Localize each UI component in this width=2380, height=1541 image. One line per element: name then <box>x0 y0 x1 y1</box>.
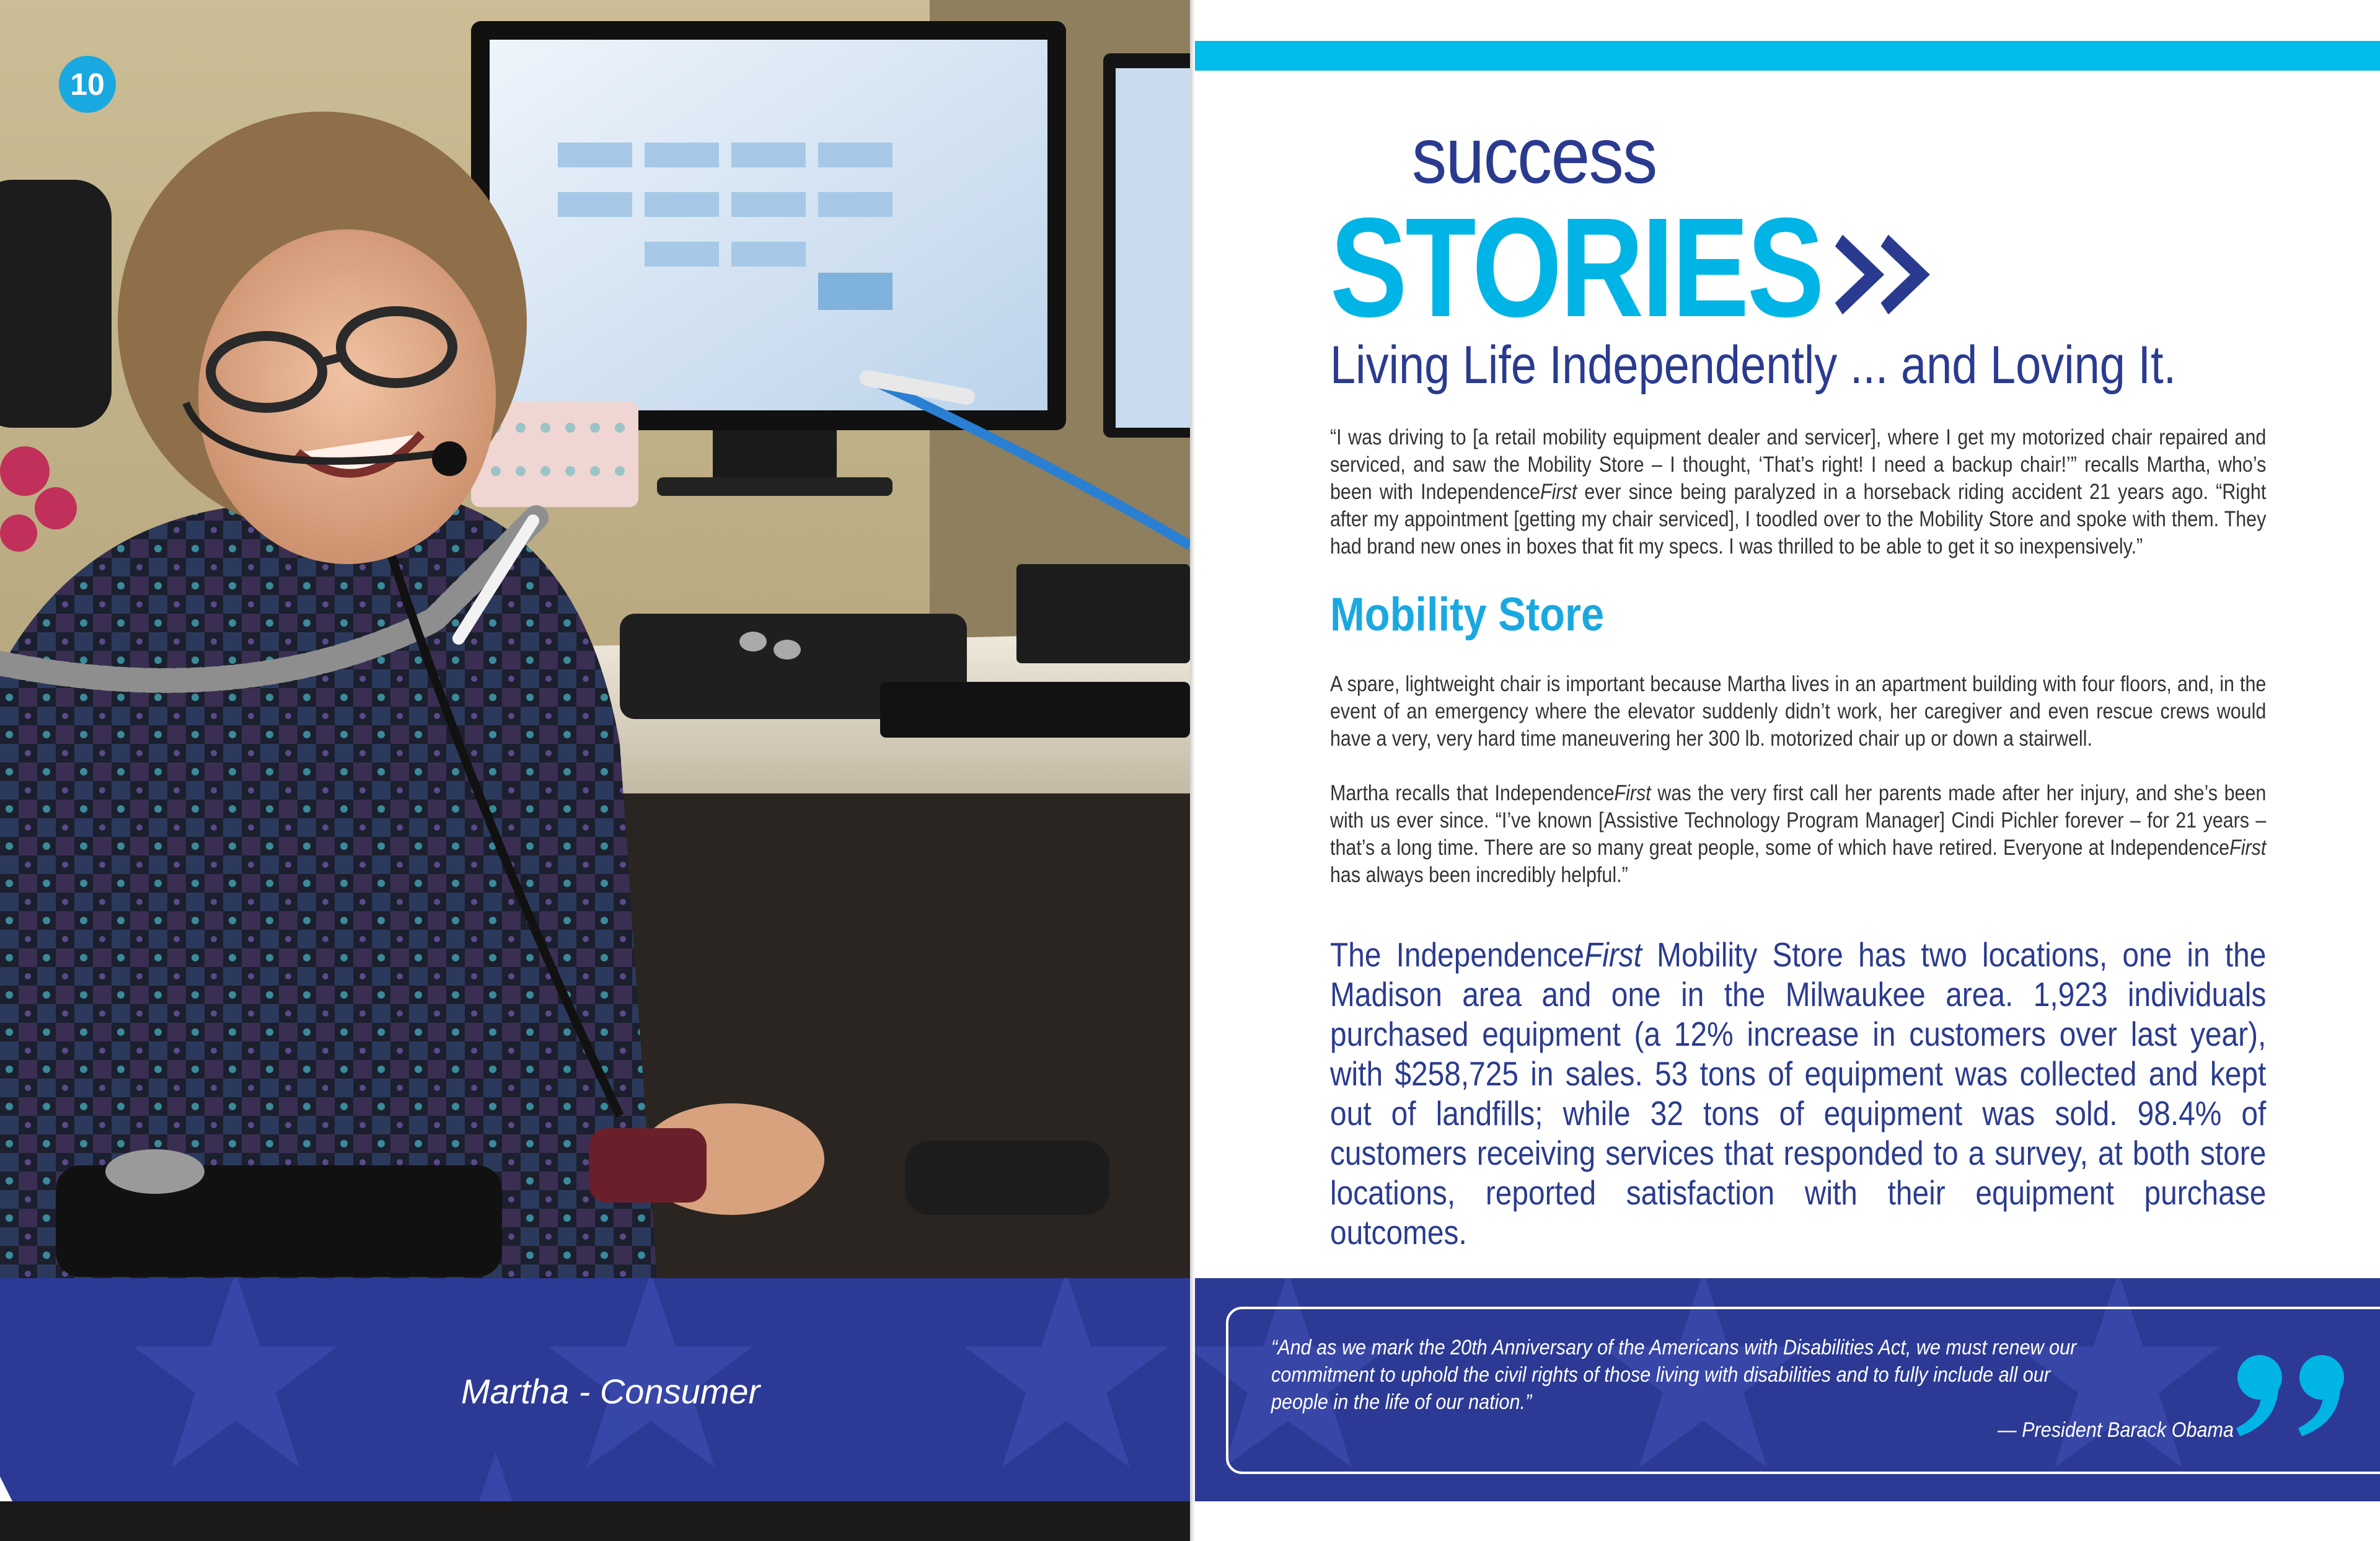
intro-paragraph <box>1330 424 2266 560</box>
para3-text-2: was the very first call her parents made after her injury, and she’s been with us ever since. “I’ve known [Assistive Technology Program Manager] Cindi Pichler forever – for 21 years – that’s a long time. There are so many great people, some of which have retired. Everyone at Independence <box>1330 781 2267 860</box>
quote-banner <box>1195 1278 2380 1501</box>
brand-italic: First <box>1584 935 1642 974</box>
brand-italic: First <box>2229 836 2267 860</box>
right-page <box>1195 0 2380 1541</box>
para3-text-3: has always been incredibly helpful.” <box>1330 863 1628 887</box>
page-spine <box>1190 0 1195 1541</box>
heading-subtitle: Living Life Independently ... and Loving It. <box>1330 335 2177 395</box>
heading-kicker: success <box>1412 112 1657 200</box>
stats-paragraph <box>1330 935 2266 1252</box>
photo-caption: Martha - Consumer <box>461 1372 760 1411</box>
bottom-strip-right <box>1195 1501 2380 1541</box>
page-number-badge: 10 <box>59 56 116 113</box>
top-accent-stripe <box>1195 41 2380 71</box>
heading-title: STORIES <box>1330 189 1823 347</box>
stats-text-2: Mobility Store has two locations, one in the Madison area and one in the Milwaukee area. 1,923 individuals purchased equipment (a 12% increase in customers over last year), with $258,725 in sales. 53 tons of equipment was collected and kept out of landfills; while 32 tons of equipment was sold. 98.4% of customers receiving services that responded to a survey, at both store locations, reported satisfaction with their equipment purchase outcomes. <box>1330 935 2267 1252</box>
brand-italic: First <box>1614 781 1651 805</box>
photo-martha <box>0 0 1190 1278</box>
section-heading: Mobility Store <box>1330 588 1605 641</box>
caption-banner <box>0 1278 1190 1501</box>
stats-text-1: The Independence <box>1330 935 1584 974</box>
quote-attribution: — President Barack Obama <box>1998 1418 2234 1442</box>
intro-text-1: “I was driving to [a retail mobility equipment dealer and servicer], where I get my motorized chair repaired and serviced, and saw the Mobility Store – I thought, ‘That’s right! I need a backup chair!’” recalls Martha, who’s been with Independence <box>1330 425 2267 504</box>
para3-text-1: Martha recalls that Independence <box>1330 781 1615 805</box>
intro-text-2: ever since being paralyzed in a horseback riding accident 21 years ago. “Right after my appointment [getting my chair serviced], I toodled over to the Mobility Store and spoke with them. They had brand new ones in boxes that fit my specs. I was thrilled to be able to get it so inexpensively.” <box>1330 480 2267 559</box>
closing-quote-icon <box>2229 1353 2353 1439</box>
paragraph-3 <box>1330 780 2266 889</box>
paragraph-2: A spare, lightweight chair is important because Martha lives in an apartment building with four floors, and, in the event of an emergency where the elevator suddenly didn’t work, her caregiver and even rescue crews would have a very, very hard time maneuvering her 300 lb. motorized chair up or down a stairwell. <box>1330 672 2267 751</box>
brand-italic: First <box>1540 480 1577 504</box>
quote-text: “And as we mark the 20th Anniversary of the Americans with Disabilities Act, we must renew our commitment to uphold the civil rights of those living with disabilities and to fully include all our people in the life of our nation.” <box>1271 1336 2077 1414</box>
bottom-strip-left <box>0 1501 1190 1541</box>
double-chevron-right-icon <box>1833 228 1935 321</box>
heading-title-row <box>1330 189 1935 347</box>
